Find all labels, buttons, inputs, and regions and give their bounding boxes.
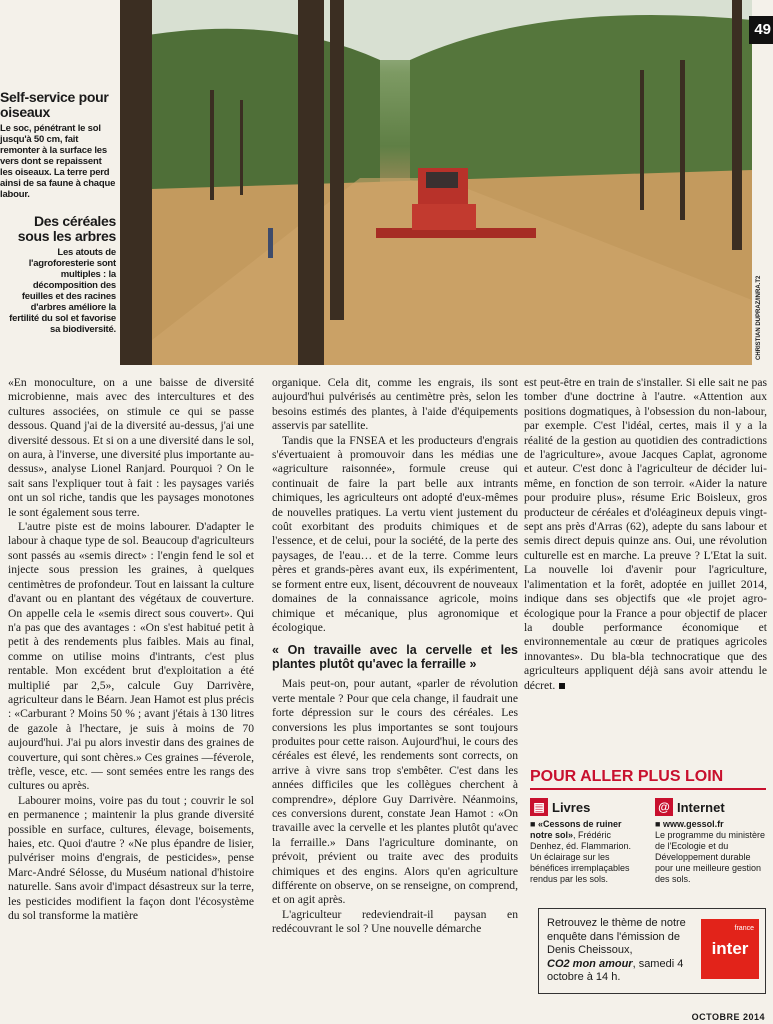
- internet-url[interactable]: www.gessol.fr: [662, 819, 724, 829]
- internet-resource: [655, 798, 770, 885]
- end-mark-icon: [559, 683, 565, 689]
- internet-text: Le programme du ministère de l'Ecologie et du Développement durable pour une meilleure gestion des sols.: [655, 830, 766, 884]
- paragraph: L'agriculteur redeviendrait-il paysan en redécouvrant le sol ? Une nouvelle démarche: [272, 907, 518, 936]
- books-resource: [530, 798, 645, 885]
- at-sign-icon: @: [655, 798, 673, 816]
- photo-credit-text: CHRISTIAN DUPRAZ/INRA.T2: [756, 275, 762, 360]
- internet-label: Internet: [677, 799, 725, 815]
- caption-text-cereals: Les atouts de l'agroforesterie sont multiples : la décomposition des feuilles et des racines d'arbres améliore la fertilité du sol et favorise sa biodiversité.: [9, 247, 116, 335]
- article-column-1: [8, 376, 254, 923]
- books-bullet: ■: [530, 819, 538, 829]
- radio-show-name: CO2 mon amour: [547, 957, 633, 970]
- photo-credit: [752, 275, 770, 360]
- books-title: «Cessons de ruiner notre sol»: [530, 819, 622, 840]
- radio-promo-text: [547, 917, 697, 985]
- radio-promo-box: [538, 908, 766, 994]
- book-icon: ▤: [530, 798, 548, 816]
- paragraph-text: est peut-être en train de s'installer. Si elle sait ne pas tomber d'une doctrine à l'autre. «Attention aux positions dogmatiques, à l'obsession du non-labour, par exemple. C'est l'idéal, certes, mais il y a la réalité de la gestion au quotidien des contradictions de l'agriculture», avoue Jacques Caplat, agronome et auteur. C'est donc à l'agriculteur de décider lui-même, en fonction de son terroir. «Aider la nature pour produire plus», résume Eric Boisleux, gros producteur de céréales et d'oléagineux depuis vingt-sept ans près d'Arras (62), adepte du sans labour et semis direct depuis quinze ans. Oui, une révolution culturelle est en marche. La preuve ? L'Etat la suit. La nouvelle loi d'avenir pour l'agriculture, l'alimentation et la forêt, adoptée en juillet 2014, indique dans ses objectifs que «le projet agro-écologique pour la France a pour objectif de placer la double performance économique et environnementale au cœur de pratiques agricoles innovantes». Du bla-bla technocratique que des agriculteurs appliquent déjà sans avoir attendu le décret.: [524, 376, 767, 692]
- books-text: , Frédéric Denhez, éd. Flammarion. Un éclairage sur les bénéfices irremplaçables rendus par les sols.: [530, 830, 632, 884]
- logo-small-text: france: [734, 925, 754, 932]
- paragraph: Mais peut-on, pour autant, «parler de révolution verte mentale ? Pour que cela change, il faudrait une forte dépression sur le cours des céréales. Les conversions les plus importantes se sont toujours produites pour cette raison. Aujourd'hui, le cours des céréales est élevé, les rendements sont corrects, on arrive à vivre sans trop s'embêter. C'est dans les années difficiles que les collègues cherchent à comprendre», déplore Guy Darrivère. Néanmoins, ces conversions durent, constate Jean Hamot : «On travaille avec la cervelle et les plantes plutôt qu'avec la ferraille.» Dans l'agriculture dominante, on prévoit, prévient ou traite avec des produits chimiques et des engins. Alors qu'en agriculture différente on observe, on se renseigne, on comprend, et on agit après.: [272, 677, 518, 907]
- radio-line1: Retrouvez le thème de notre enquête dans l'émission de Denis Cheissoux,: [547, 917, 686, 956]
- caption-title-birds: Self-service pour oiseaux: [0, 89, 109, 120]
- paragraph: Tandis que la FNSEA et les producteurs d'engrais s'évertuaient à promouvoir dans les médias une «agriculture raisonnée», formule creuse qui continuait de faire la part belle aux intrants chimiques, les agriculteurs ont adopté d'eux-mêmes de nouvelles pratiques. La vertu vient justement du coût exorbitant des produits chimiques et de l'essence, et de celui, pour la société, de la perte des paysages, de l'eau… et de la terre. Comme leurs pères et grands-pères avant eux, ils expérimentent, se forment entre eux, lisent, découvrent de nouveaux domaines de la connaissance agricole, moins chimique et mécanique, plus agronomique et écologique.: [272, 433, 518, 634]
- article-column-2: [272, 376, 518, 937]
- paragraph: organique. Cela dit, comme les engrais, ils sont aujourd'hui pulvérisés au centimètre près, selon les besoins estimés des plantes, à l'aide d'équipements asservis par satellite.: [272, 376, 518, 433]
- paragraph: Labourer moins, voire pas du tout ; couvrir le sol en permanence ; maintenir la plus grande diversité possible en surface, cultures, élevage, boisements, haies, etc. Quoi d'autre ? «Ne plus épandre de lisier, pulvériser moins d'engrais, de pesticides», pense Marc-André Sélosse, du Muséum national d'histoire naturelle. Sans avoir d'impact désastreux sur la terre, les pesticides modifient la façon dont l'écosystème du sol transforme la matière: [8, 793, 254, 923]
- radio-line2: , samedi 4 octobre à 14 h.: [547, 957, 684, 983]
- caption-text-birds: Le soc, pénétrant le sol jusqu'à 50 cm, fait remonter à la surface les vers dont se repaissent les oiseaux. La terre perd ainsi de sa faune à chaque labour.: [0, 123, 116, 200]
- books-label: Livres: [552, 799, 591, 815]
- tractor-field-illustration: [120, 0, 752, 365]
- france-inter-logo: [701, 919, 759, 979]
- further-reading-title: POUR ALLER PLUS LOIN: [530, 768, 766, 790]
- page-footer-date: OCTOBRE 2014: [691, 1012, 765, 1022]
- article-subheading: « On travaille avec la cervelle et les plantes plutôt qu'avec la ferraille »: [272, 643, 518, 672]
- internet-bullet: ■: [655, 819, 663, 829]
- further-reading-box: [530, 768, 766, 884]
- photo-caption-sidebar: [0, 90, 116, 335]
- caption-title-cereals: Des céréales sous les arbres: [17, 213, 116, 244]
- paragraph: «En monoculture, on a une baisse de diversité microbienne, mais avec des intercultures et des cultures associées, on stimule ce qui se passe dessous. Quand j'ai de la diversité au-dessus, j'ai une diversité dessous. Et si on a une diversité dans le sol, on aura, à l'inverse, une diversité plus importante au-dessus», analyse Lionel Ranjard. Pourquoi ? On le sait sans l'expliquer tout à fait : les paysages variés ont un sol riche, tandis que les paysages monotones le sont également sous terre.: [8, 376, 254, 519]
- paragraph: [524, 376, 767, 693]
- page-number: 49: [749, 16, 773, 44]
- field-photo: [120, 0, 752, 365]
- logo-text: inter: [711, 939, 749, 958]
- article-column-3: [524, 376, 767, 693]
- paragraph: L'autre piste est de moins labourer. D'adapter le labour à chaque type de sol. Beaucoup d'agriculteurs sont passés au «semis direct» : l'engin fend le sol et injecte sous pression les graines, à quelques centimètres de profondeur. Tout en laissant la culture d'avant ou en plantant des végétaux de couverture. On appelle cela le «semis direct sous couvert». Qui n'a pas que des avantages : «On s'est habitué petit à petit à des rendements plus faibles. Mais au final, comme on utilise moins d'intrants, c'est plus rentable. Mon excédent brut d'exploitation a été multiplié par 2,5», calcule Guy Darrivère, agriculteur dans le Béarn. Jean Hamot est plus précis : «Carburant ? Moins 50 % ; avant j'étais à 130 litres de gazole à l'hectare, je suis à moins de 70 aujourd'hui. J'ai pu alors investir dans des graines de couverture, qui sont chères.» Ces graines —féverole, trèfle, vesce, etc. — sont semées entre les rangs des cultures ou après.: [8, 520, 254, 793]
